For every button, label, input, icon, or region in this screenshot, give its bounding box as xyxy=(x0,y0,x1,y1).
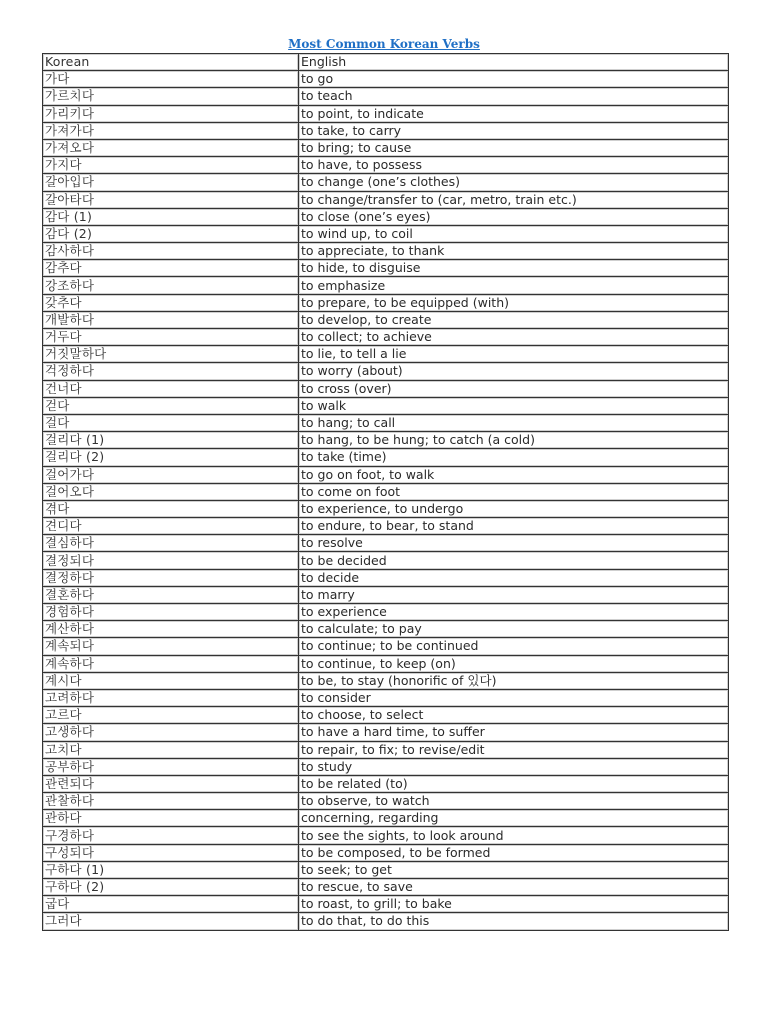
korean-verb-cell: 계속되다 xyxy=(43,638,299,655)
table-row xyxy=(43,208,729,225)
table-row xyxy=(43,71,729,88)
table-row xyxy=(43,157,729,174)
table-row xyxy=(43,432,729,449)
korean-column-header: Korean xyxy=(43,54,299,71)
table-row xyxy=(43,329,729,346)
english-meaning-cell: to repair, to fix; to revise/edit xyxy=(299,741,729,758)
english-meaning-cell: to experience xyxy=(299,604,729,621)
verb-rows xyxy=(43,71,729,930)
table-row xyxy=(43,775,729,792)
korean-verb-cell: 계산하다 xyxy=(43,621,299,638)
korean-verb-cell: 감다 (1) xyxy=(43,208,299,225)
english-meaning-cell: to hide, to disguise xyxy=(299,260,729,277)
table-row xyxy=(43,741,729,758)
english-meaning-cell: to hang; to call xyxy=(299,414,729,431)
english-meaning-cell: to continue; to be continued xyxy=(299,638,729,655)
english-meaning-cell: to close (one’s eyes) xyxy=(299,208,729,225)
korean-verb-cell: 계속하다 xyxy=(43,655,299,672)
korean-verb-cell: 결정되다 xyxy=(43,552,299,569)
table-row xyxy=(43,586,729,603)
english-meaning-cell: to be decided xyxy=(299,552,729,569)
korean-verb-cell: 걸다 xyxy=(43,414,299,431)
korean-verb-cell: 고려하다 xyxy=(43,689,299,706)
english-meaning-cell: to appreciate, to thank xyxy=(299,243,729,260)
english-meaning-cell: to be related (to) xyxy=(299,775,729,792)
table-row xyxy=(43,724,729,741)
table-row xyxy=(43,311,729,328)
korean-verb-cell: 관찰하다 xyxy=(43,793,299,810)
table-row xyxy=(43,88,729,105)
table-row xyxy=(43,518,729,535)
korean-verb-cell: 가다 xyxy=(43,71,299,88)
korean-verb-cell: 구경하다 xyxy=(43,827,299,844)
korean-verb-cell: 그러다 xyxy=(43,913,299,930)
korean-verb-cell: 가르치다 xyxy=(43,88,299,105)
table-row xyxy=(43,122,729,139)
table-row xyxy=(43,655,729,672)
table-row xyxy=(43,174,729,191)
table-row xyxy=(43,758,729,775)
korean-verb-cell: 공부하다 xyxy=(43,758,299,775)
english-meaning-cell: to point, to indicate xyxy=(299,105,729,122)
table-row xyxy=(43,449,729,466)
korean-verb-cell: 겪다 xyxy=(43,500,299,517)
table-row xyxy=(43,569,729,586)
table-row xyxy=(43,552,729,569)
english-meaning-cell: to worry (about) xyxy=(299,363,729,380)
korean-verb-cell: 구하다 (2) xyxy=(43,879,299,896)
english-meaning-cell: to marry xyxy=(299,586,729,603)
table-row xyxy=(43,861,729,878)
table-row xyxy=(43,105,729,122)
korean-verb-cell: 굽다 xyxy=(43,896,299,913)
table-row xyxy=(43,707,729,724)
korean-verb-cell: 감추다 xyxy=(43,260,299,277)
english-meaning-cell: to see the sights, to look around xyxy=(299,827,729,844)
table-row xyxy=(43,672,729,689)
english-meaning-cell: to go xyxy=(299,71,729,88)
korean-verb-cell: 걸리다 (2) xyxy=(43,449,299,466)
english-meaning-cell: to go on foot, to walk xyxy=(299,466,729,483)
table-row xyxy=(43,689,729,706)
korean-verb-cell: 가지다 xyxy=(43,157,299,174)
korean-verb-cell: 가져가다 xyxy=(43,122,299,139)
table-row xyxy=(43,260,729,277)
korean-verb-cell: 견디다 xyxy=(43,518,299,535)
korean-verb-cell: 결혼하다 xyxy=(43,586,299,603)
english-meaning-cell: to calculate; to pay xyxy=(299,621,729,638)
korean-verb-cell: 고생하다 xyxy=(43,724,299,741)
table-row xyxy=(43,638,729,655)
korean-verb-cell: 결심하다 xyxy=(43,535,299,552)
document-title: Most Common Korean Verbs xyxy=(288,37,480,51)
english-meaning-cell: to take (time) xyxy=(299,449,729,466)
english-meaning-cell: to resolve xyxy=(299,535,729,552)
table-row xyxy=(43,896,729,913)
korean-verb-cell: 거두다 xyxy=(43,329,299,346)
english-column-header: English xyxy=(299,54,729,71)
korean-verb-cell: 강조하다 xyxy=(43,277,299,294)
table-row xyxy=(43,793,729,810)
english-meaning-cell: to observe, to watch xyxy=(299,793,729,810)
korean-verb-cell: 관하다 xyxy=(43,810,299,827)
english-meaning-cell: to hang, to be hung; to catch (a cold) xyxy=(299,432,729,449)
korean-verb-cell: 개발하다 xyxy=(43,311,299,328)
korean-verb-cell: 계시다 xyxy=(43,672,299,689)
english-meaning-cell: to come on foot xyxy=(299,483,729,500)
english-meaning-cell: to endure, to bear, to stand xyxy=(299,518,729,535)
english-meaning-cell: to take, to carry xyxy=(299,122,729,139)
korean-verb-cell: 고치다 xyxy=(43,741,299,758)
table-row xyxy=(43,363,729,380)
korean-verb-cell: 구성되다 xyxy=(43,844,299,861)
korean-verb-cell: 걸리다 (1) xyxy=(43,432,299,449)
table-row xyxy=(43,535,729,552)
english-meaning-cell: to be, to stay (honorific of 있다) xyxy=(299,672,729,689)
korean-verb-cell: 구하다 (1) xyxy=(43,861,299,878)
table-row xyxy=(43,913,729,930)
table-row xyxy=(43,294,729,311)
table-row xyxy=(43,604,729,621)
english-meaning-cell: to change (one’s clothes) xyxy=(299,174,729,191)
table-row xyxy=(43,500,729,517)
english-meaning-cell: to consider xyxy=(299,689,729,706)
korean-verb-cell: 가져오다 xyxy=(43,139,299,156)
table-row xyxy=(43,380,729,397)
table-row xyxy=(43,827,729,844)
english-meaning-cell: to seek; to get xyxy=(299,861,729,878)
table-row xyxy=(43,277,729,294)
english-meaning-cell: to continue, to keep (on) xyxy=(299,655,729,672)
english-meaning-cell: to change/transfer to (car, metro, train etc.) xyxy=(299,191,729,208)
korean-verb-cell: 가리키다 xyxy=(43,105,299,122)
korean-verb-cell: 감다 (2) xyxy=(43,225,299,242)
table-row xyxy=(43,483,729,500)
english-meaning-cell: to cross (over) xyxy=(299,380,729,397)
korean-verb-cell: 걸어가다 xyxy=(43,466,299,483)
korean-verb-cell: 건너다 xyxy=(43,380,299,397)
table-row xyxy=(43,397,729,414)
korean-verb-cell: 고르다 xyxy=(43,707,299,724)
korean-verb-cell: 걷다 xyxy=(43,397,299,414)
english-meaning-cell: to walk xyxy=(299,397,729,414)
english-meaning-cell: to teach xyxy=(299,88,729,105)
korean-verb-cell: 갈아입다 xyxy=(43,174,299,191)
english-meaning-cell: concerning, regarding xyxy=(299,810,729,827)
english-meaning-cell: to study xyxy=(299,758,729,775)
table-row xyxy=(43,621,729,638)
english-meaning-cell: to wind up, to coil xyxy=(299,225,729,242)
english-meaning-cell: to decide xyxy=(299,569,729,586)
korean-verb-cell: 걱정하다 xyxy=(43,363,299,380)
english-meaning-cell: to roast, to grill; to bake xyxy=(299,896,729,913)
table-row xyxy=(43,414,729,431)
table-row xyxy=(43,191,729,208)
table-row xyxy=(43,844,729,861)
table-row xyxy=(43,466,729,483)
english-meaning-cell: to have, to possess xyxy=(299,157,729,174)
english-meaning-cell: to be composed, to be formed xyxy=(299,844,729,861)
english-meaning-cell: to lie, to tell a lie xyxy=(299,346,729,363)
table-row xyxy=(43,225,729,242)
korean-verb-cell: 거짓말하다 xyxy=(43,346,299,363)
table-row xyxy=(43,243,729,260)
table-row xyxy=(43,139,729,156)
korean-verb-cell: 갖추다 xyxy=(43,294,299,311)
table-row xyxy=(43,346,729,363)
korean-verb-cell: 경험하다 xyxy=(43,604,299,621)
english-meaning-cell: to bring; to cause xyxy=(299,139,729,156)
korean-verb-cell: 결정하다 xyxy=(43,569,299,586)
english-meaning-cell: to prepare, to be equipped (with) xyxy=(299,294,729,311)
english-meaning-cell: to rescue, to save xyxy=(299,879,729,896)
korean-verb-cell: 걸어오다 xyxy=(43,483,299,500)
english-meaning-cell: to have a hard time, to suffer xyxy=(299,724,729,741)
english-meaning-cell: to choose, to select xyxy=(299,707,729,724)
table-row xyxy=(43,810,729,827)
english-meaning-cell: to collect; to achieve xyxy=(299,329,729,346)
english-meaning-cell: to develop, to create xyxy=(299,311,729,328)
korean-verb-cell: 감사하다 xyxy=(43,243,299,260)
table-header-row xyxy=(43,54,729,71)
english-meaning-cell: to do that, to do this xyxy=(299,913,729,930)
verbs-table xyxy=(42,53,729,931)
korean-verb-cell: 관련되다 xyxy=(43,775,299,792)
english-meaning-cell: to emphasize xyxy=(299,277,729,294)
english-meaning-cell: to experience, to undergo xyxy=(299,500,729,517)
korean-verb-cell: 갈아타다 xyxy=(43,191,299,208)
table-row xyxy=(43,879,729,896)
